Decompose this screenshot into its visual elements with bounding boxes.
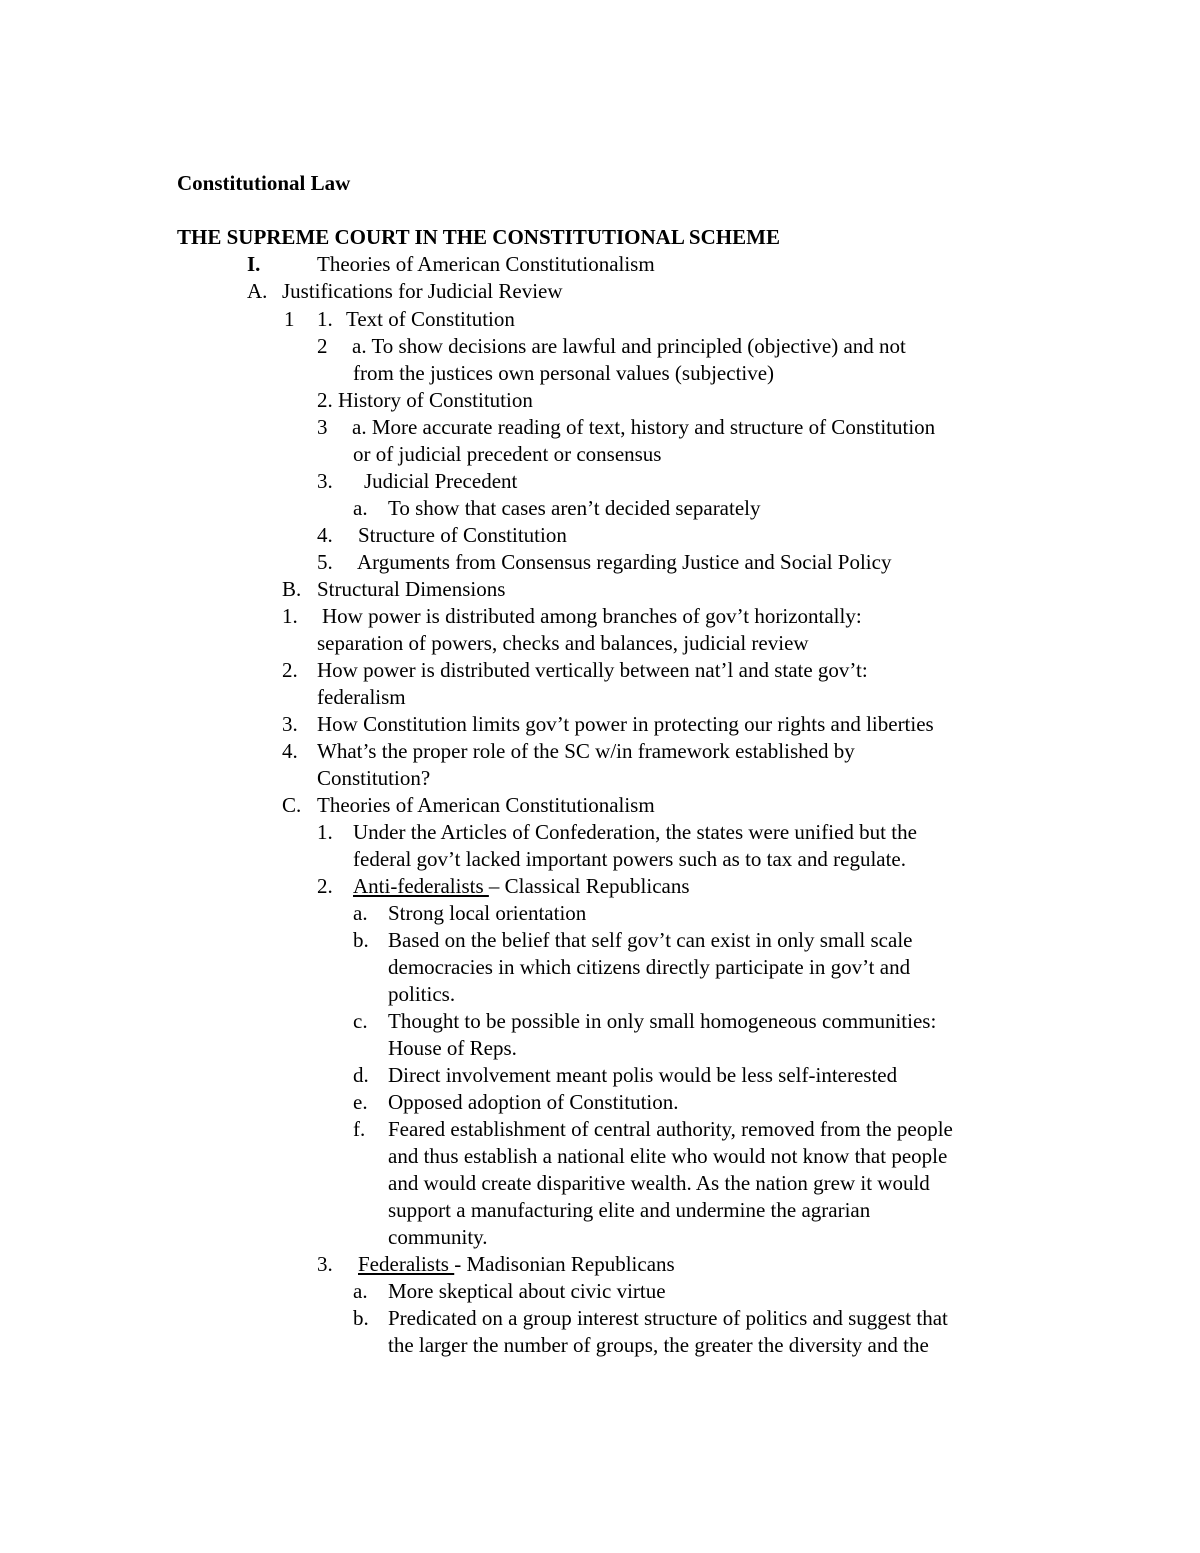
outline-number: 2. xyxy=(282,658,298,682)
outline-letter: d. xyxy=(353,1063,369,1087)
outline-number: 2. xyxy=(317,874,333,898)
outline-marker: 2 xyxy=(317,334,328,358)
outline-item-text: or of judicial precedent or consensus xyxy=(353,442,662,466)
outline-item-text: and would create disparitive wealth. As the nation grew it would xyxy=(388,1171,930,1195)
outline-item-text: Text of Constitution xyxy=(346,307,515,331)
outline-marker: 1 xyxy=(284,307,295,331)
outline-item-text: federalism xyxy=(317,685,406,709)
outline-item-text: How power is distributed among branches of gov’t horizontally: xyxy=(322,604,862,628)
outline-item-text: and thus establish a national elite who would not know that people xyxy=(388,1144,948,1168)
outline-item-text: Arguments from Consensus regarding Justice and Social Policy xyxy=(357,550,892,574)
outline-item-text: a. To show decisions are lawful and principled (objective) and not xyxy=(352,334,906,358)
outline-item-text xyxy=(358,1251,675,1278)
outline-number: 5. xyxy=(317,550,333,574)
outline-item-text: Feared establishment of central authority, removed from the people xyxy=(388,1117,953,1141)
outline-letter: e. xyxy=(353,1090,368,1114)
outline-letter: a. xyxy=(353,901,368,925)
outline-item-text: Strong local orientation xyxy=(388,901,587,925)
outline-letter: B. xyxy=(282,577,302,601)
outline-letter: c. xyxy=(353,1009,368,1033)
outline-number: 3. xyxy=(282,712,298,736)
outline-item-text: support a manufacturing elite and undermine the agrarian xyxy=(388,1198,871,1222)
outline-item-text: Opposed adoption of Constitution. xyxy=(388,1090,679,1114)
outline-marker: 3 xyxy=(317,415,328,439)
outline-item-text: Structure of Constitution xyxy=(358,523,567,547)
document-title: Constitutional Law xyxy=(177,171,351,195)
outline-item-text: Judicial Precedent xyxy=(364,469,518,493)
outline-item-text: the larger the number of groups, the greater the diversity and the xyxy=(388,1333,929,1357)
outline-item-text: separation of powers, checks and balances, judicial review xyxy=(317,631,809,655)
outline-item-text: Structural Dimensions xyxy=(317,577,506,601)
outline-letter: b. xyxy=(353,928,369,952)
outline-item-text: Justifications for Judicial Review xyxy=(282,279,563,303)
outline-number: 1. xyxy=(317,307,333,331)
outline-number: 4. xyxy=(317,523,333,547)
outline-number: 1. xyxy=(282,604,298,628)
outline-item-text: federal gov’t lacked important powers such as to tax and regulate. xyxy=(353,847,907,871)
outline-letter: f. xyxy=(353,1117,366,1141)
outline-item-text xyxy=(353,873,690,900)
underlined-term: Federalists xyxy=(358,1252,455,1276)
outline-letter: b. xyxy=(353,1306,369,1330)
outline-item-text: How Constitution limits gov’t power in protecting our rights and liberties xyxy=(317,712,934,736)
outline-item-text: Constitution? xyxy=(317,766,431,790)
outline-item-text: a. More accurate reading of text, history and structure of Constitution xyxy=(352,415,936,439)
underlined-term: Anti-federalists xyxy=(353,874,489,898)
outline-item-text: What’s the proper role of the SC w/in framework established by xyxy=(317,739,855,763)
section-heading: THE SUPREME COURT IN THE CONSTITUTIONAL SCHEME xyxy=(177,225,780,249)
outline-item-text: Under the Articles of Confederation, the states were unified but the xyxy=(353,820,917,844)
outline-number: 1. xyxy=(317,820,333,844)
outline-letter: C. xyxy=(282,793,302,817)
outline-item-text: Based on the belief that self gov’t can exist in only small scale xyxy=(388,928,913,952)
outline-item-text: Theories of American Constitutionalism xyxy=(317,252,655,276)
outline-item-text: Predicated on a group interest structure of politics and suggest that xyxy=(388,1306,948,1330)
outline-number: 4. xyxy=(282,739,298,763)
outline-item-text: from the justices own personal values (subjective) xyxy=(353,361,775,385)
outline-item-text: politics. xyxy=(388,982,456,1006)
outline-number: 3. xyxy=(317,1252,333,1276)
outline-item-text: Direct involvement meant polis would be less self-interested xyxy=(388,1063,898,1087)
term-description: - Madisonian Republicans xyxy=(454,1252,675,1276)
outline-item-text: democracies in which citizens directly participate in gov’t and xyxy=(388,955,911,979)
outline-item-text: House of Reps. xyxy=(388,1036,517,1060)
outline-item-text: Thought to be possible in only small homogeneous communities: xyxy=(388,1009,937,1033)
outline-item-text: To show that cases aren’t decided separately xyxy=(388,496,761,520)
outline-item-text: Theories of American Constitutionalism xyxy=(317,793,655,817)
outline-number: 3. xyxy=(317,469,333,493)
outline-letter: a. xyxy=(353,496,368,520)
outline-item-text: 2. History of Constitution xyxy=(317,388,533,412)
outline-letter: a. xyxy=(353,1279,368,1303)
outline-item-text: community. xyxy=(388,1225,488,1249)
outline-item-text: More skeptical about civic virtue xyxy=(388,1279,666,1303)
outline-item-text: How power is distributed vertically between nat’l and state gov’t: xyxy=(317,658,868,682)
outline-number: I. xyxy=(247,252,261,276)
outline-letter: A. xyxy=(247,279,268,303)
term-description: – Classical Republicans xyxy=(488,874,690,898)
